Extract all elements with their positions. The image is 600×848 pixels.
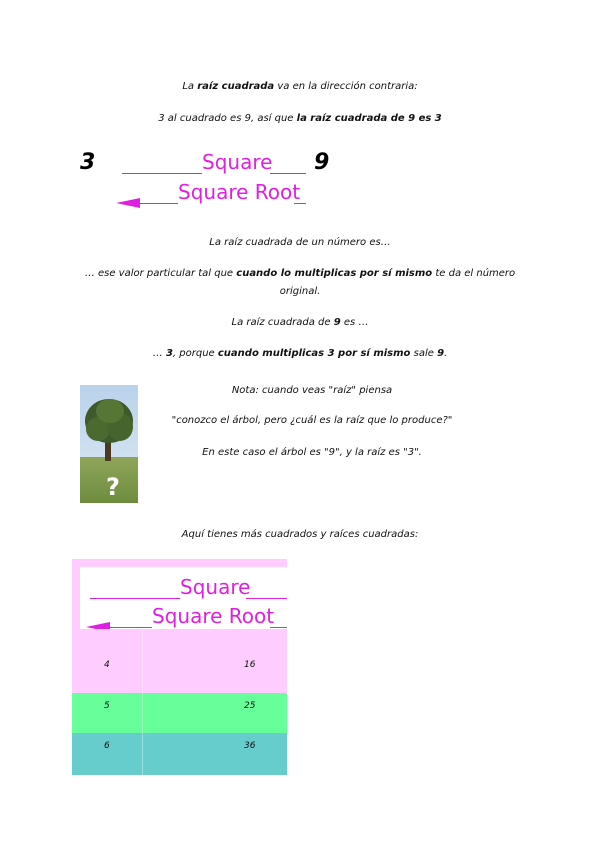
table-row <box>72 693 287 733</box>
example2-text: La raíz cuadrada de 9 es … <box>231 317 369 328</box>
table-square-line-left <box>90 598 180 599</box>
table-row <box>72 733 287 775</box>
root-arrow-line-right <box>294 203 306 204</box>
diagram-left-number: 3 <box>80 150 96 175</box>
square-arrow-line-right <box>270 173 306 174</box>
table-square-root-label: Square Root <box>152 604 275 628</box>
table-root-line-right <box>270 627 287 628</box>
squares-table <box>72 559 287 775</box>
note-line3: En este caso el árbol es "9", y la raíz es "3". <box>202 447 422 458</box>
question-mark: ? <box>106 473 120 501</box>
table-row <box>72 629 287 693</box>
table-cell-root: 5 <box>104 701 110 711</box>
table-square-line-right <box>246 598 287 599</box>
table-cell-root: 6 <box>104 741 110 751</box>
note-line1: Nota: cuando veas "raíz" piensa <box>231 385 393 396</box>
diagram-square-root-label: Square Root <box>178 180 301 204</box>
table-cell-square: 16 <box>244 660 256 670</box>
left-arrow-icon <box>116 196 140 210</box>
definition-line1: La raíz cuadrada de un número es… <box>209 237 391 248</box>
more-text: Aquí tienes más cuadrados y raíces cuadradas: <box>181 529 419 540</box>
diagram-square-label: Square <box>202 150 273 174</box>
definition-line2: … ese valor particular tal que cuando lo multiplicas por sí mismo te da el número <box>84 268 516 279</box>
table-cell-square: 36 <box>244 741 256 751</box>
definition-line3: original. <box>279 286 321 297</box>
table-cell-square: 25 <box>244 701 256 711</box>
table-header-diagram <box>80 567 287 629</box>
intro-text: La raíz cuadrada va en la dirección contraria: <box>182 81 418 92</box>
tree-image <box>80 385 138 503</box>
example-text: 3 al cuadrado es 9, así que la raíz cuadrada de 9 es 3 <box>158 113 442 124</box>
diagram-right-number: 9 <box>314 150 330 175</box>
example3-text: … 3, porque cuando multiplicas 3 por sí mismo sale 9. <box>152 348 448 359</box>
table-cell-root: 4 <box>104 660 110 670</box>
square-arrow-line-left <box>122 173 202 174</box>
table-square-label: Square <box>180 575 251 599</box>
note-line2: "conozco el árbol, pero ¿cuál es la raíz que lo produce?" <box>171 415 453 426</box>
